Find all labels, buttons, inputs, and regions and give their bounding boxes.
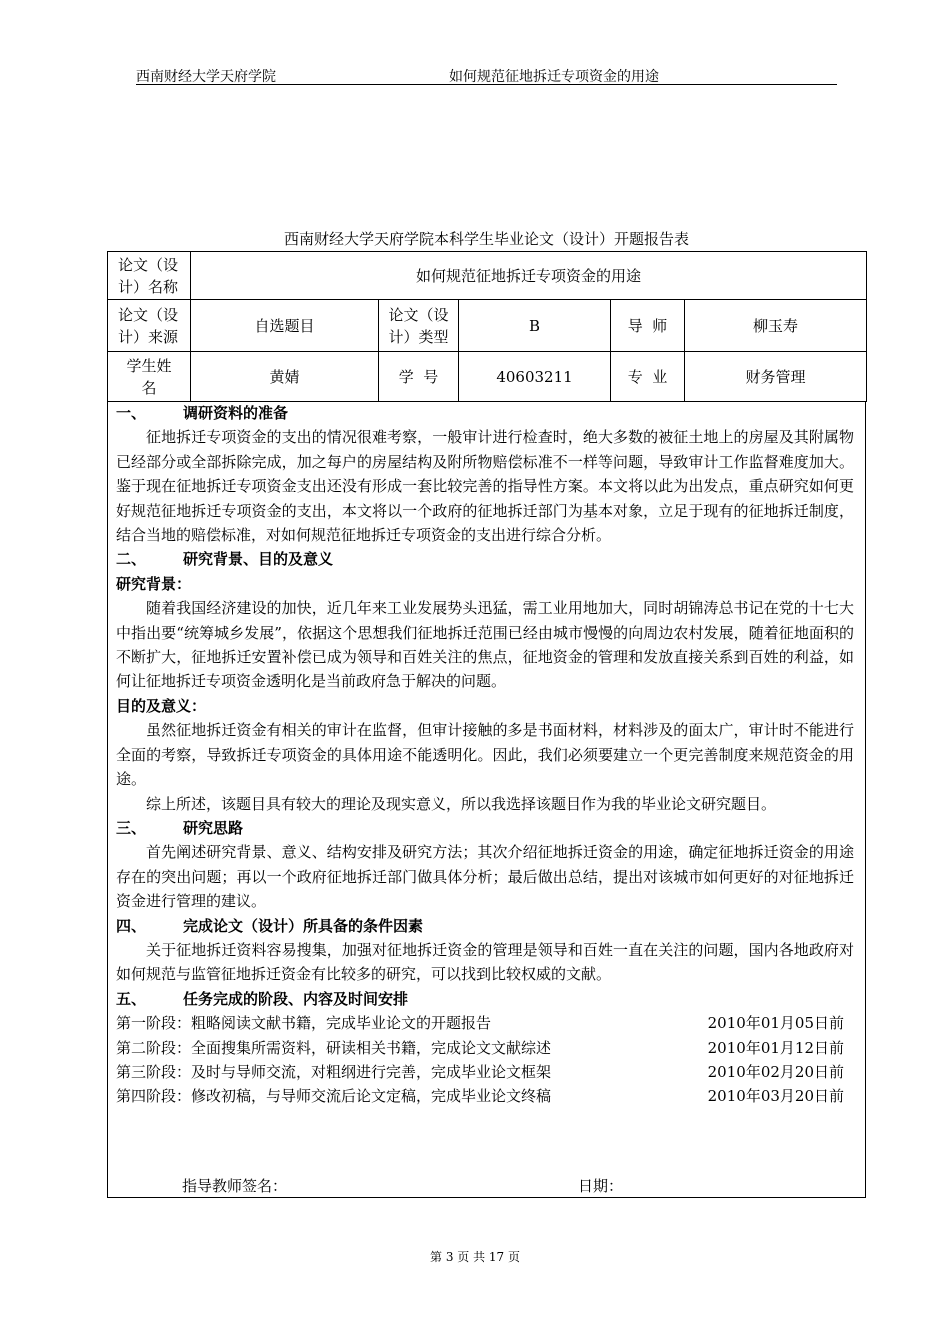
title-label-line1: 论文（设	[118, 255, 179, 274]
section-2-subheading-background: 研究背景：	[116, 574, 192, 593]
stage-task: 第三阶段：及时与导师交流，对粗纲进行完善，完成毕业论文框架	[116, 1062, 552, 1081]
stage-date: 2010年03月20日前	[707, 1087, 844, 1106]
section-5-number: 五、	[116, 989, 147, 1008]
source-label-cell	[108, 300, 191, 352]
stage-row	[116, 1011, 854, 1035]
id-value: 40603211	[459, 352, 611, 402]
row-source	[108, 300, 867, 352]
stage-date: 2010年01月12日前	[707, 1038, 844, 1057]
title-label-cell	[108, 252, 191, 300]
section-2-number: 二、	[116, 550, 147, 569]
section-1-number: 一、	[116, 404, 147, 422]
student-label-line1: 学生姓	[126, 356, 172, 375]
stage-task: 第一阶段：粗略阅读文献书籍，完成毕业论文的开题报告	[116, 1014, 492, 1033]
row-student	[108, 352, 867, 402]
stage-row	[116, 1036, 854, 1060]
source-value: 自选题目	[191, 300, 379, 352]
source-label-line1: 论文（设	[118, 305, 179, 324]
stage-task: 第二阶段：全面搜集所需资料，研读相关书籍，完成论文文献综述	[116, 1038, 552, 1057]
major-value: 财务管理	[685, 352, 867, 402]
stage-date: 2010年01月05日前	[707, 1014, 844, 1033]
stage-row	[116, 1060, 854, 1084]
section-3-title: 研究思路	[183, 818, 244, 837]
form-title: 西南财经大学天府学院本科学生毕业论文（设计）开题报告表	[283, 230, 689, 248]
section-4-heading	[116, 914, 854, 938]
type-label-cell	[379, 300, 459, 352]
section-1-heading	[116, 401, 854, 425]
section-3-paragraph: 首先阐述研究背景、意义、结构安排及研究方法；其次介绍征地拆迁资金的用途，确定征地拆迁资金的用途存在的突出问题；再以一个政府征地拆迁部门做具体分析；最后做出总结，提出对该城市如何更好的对征地拆迁资金进行管理的建议。	[116, 843, 854, 911]
page-footer: 第 3 页 共 17 页	[430, 1250, 520, 1264]
section-2-subheading-purpose: 目的及意义：	[116, 696, 207, 715]
section-4-paragraph: 关于征地拆迁资料容易搜集，加强对征地拆迁资金的管理是领导和百姓一直在关注的问题，国内各地政府对如何规范与监管征地拆迁资金有比较多的研究，可以找到比较权威的文献。	[116, 940, 854, 984]
section-4-title: 完成论文（设计）所具备的条件因素	[183, 916, 424, 935]
section-1-paragraph: 征地拆迁专项资金的支出的情况很难考察，一般审计进行检查时，绝大多数的被征土地上的房屋及其附属物已经部分或全部拆除完成，加之每户的房屋结构及附所物赔偿标准不一样等问题，导致审计工作监督难度加大。鉴于现在征地拆迁专项资金支出还没有形成一套比较完善的指导性方案。本文将以此为出发点，重点研究如何更好规范征地拆迁专项资金的支出，本文将以一个政府的征地拆迁部门为基本对象，立足于现有的征地拆迁制度，结合当地的赔偿标准，对如何规范征地拆迁专项资金的支出进行综合分析。	[116, 428, 854, 545]
type-label-line2: 计）类型	[388, 327, 449, 346]
section-5-title: 任务完成的阶段、内容及时间安排	[183, 989, 409, 1008]
section-3-number: 三、	[116, 818, 147, 837]
student-label-cell	[108, 352, 191, 402]
section-1-title: 调研资料的准备	[183, 404, 289, 422]
signature-date-label: 日期：	[578, 1177, 624, 1195]
stage-date: 2010年02月20日前	[707, 1062, 844, 1081]
header-thesis-title: 如何规范征地拆迁专项资金的用途	[449, 69, 659, 85]
stage-row	[116, 1084, 854, 1108]
type-label-line1: 论文（设	[388, 305, 449, 324]
info-table	[107, 251, 867, 402]
id-label: 学 号	[379, 352, 459, 402]
advisor-value: 柳玉寿	[685, 300, 867, 352]
section-2-paragraph-background: 随着我国经济建设的加快，近几年来工业发展势头迅猛，需工业用地加大，同时胡锦涛总书记在党的十七大中指出要“统筹城乡发展”，依据这个思想我们征地拆迁范围已经由城市慢慢的向周边农村发展，随着征地面积的不断扩大，征地拆迁安置补偿已成为领导和百姓关注的焦点，征地资金的管理和发放直接关系到百姓的利益，如何让征地拆迁专项资金透明化是当前政府急于解决的问题。	[116, 599, 854, 691]
row-title	[108, 252, 867, 300]
major-label: 专 业	[611, 352, 685, 402]
section-3-heading	[116, 816, 854, 840]
teacher-signature-label: 指导教师签名：	[182, 1177, 288, 1195]
title-label-line2: 计）名称	[118, 277, 179, 296]
source-label-line2: 计）来源	[118, 327, 179, 346]
report-content	[116, 401, 854, 1109]
section-2-title: 研究背景、目的及意义	[183, 550, 334, 569]
stage-task: 第四阶段：修改初稿，与导师交流后论文定稿，完成毕业论文终稿	[116, 1087, 552, 1106]
advisor-label: 导 师	[611, 300, 685, 352]
type-value: B	[459, 300, 611, 352]
title-value: 如何规范征地拆迁专项资金的用途	[191, 252, 867, 300]
header-school: 西南财经大学天府学院	[136, 69, 276, 85]
student-label-line2: 名	[141, 378, 157, 397]
section-2-heading	[116, 547, 854, 571]
student-value: 黄婧	[191, 352, 379, 402]
section-2-paragraph-purpose: 虽然征地拆迁资金有相关的审计在监督，但审计接触的多是书面材料，材料涉及的面太广，审计时不能进行全面的考察，导致拆迁专项资金的具体用途不能透明化。因此，我们必须要建立一个更完善制度来规范资金的用途。	[116, 721, 854, 789]
section-5-heading	[116, 987, 854, 1011]
header-rule	[136, 84, 837, 85]
section-4-number: 四、	[116, 916, 147, 935]
section-2-paragraph-summary: 综上所述，该题目具有较大的理论及现实意义，所以我选择该题目作为我的毕业论文研究题目。	[146, 794, 777, 813]
